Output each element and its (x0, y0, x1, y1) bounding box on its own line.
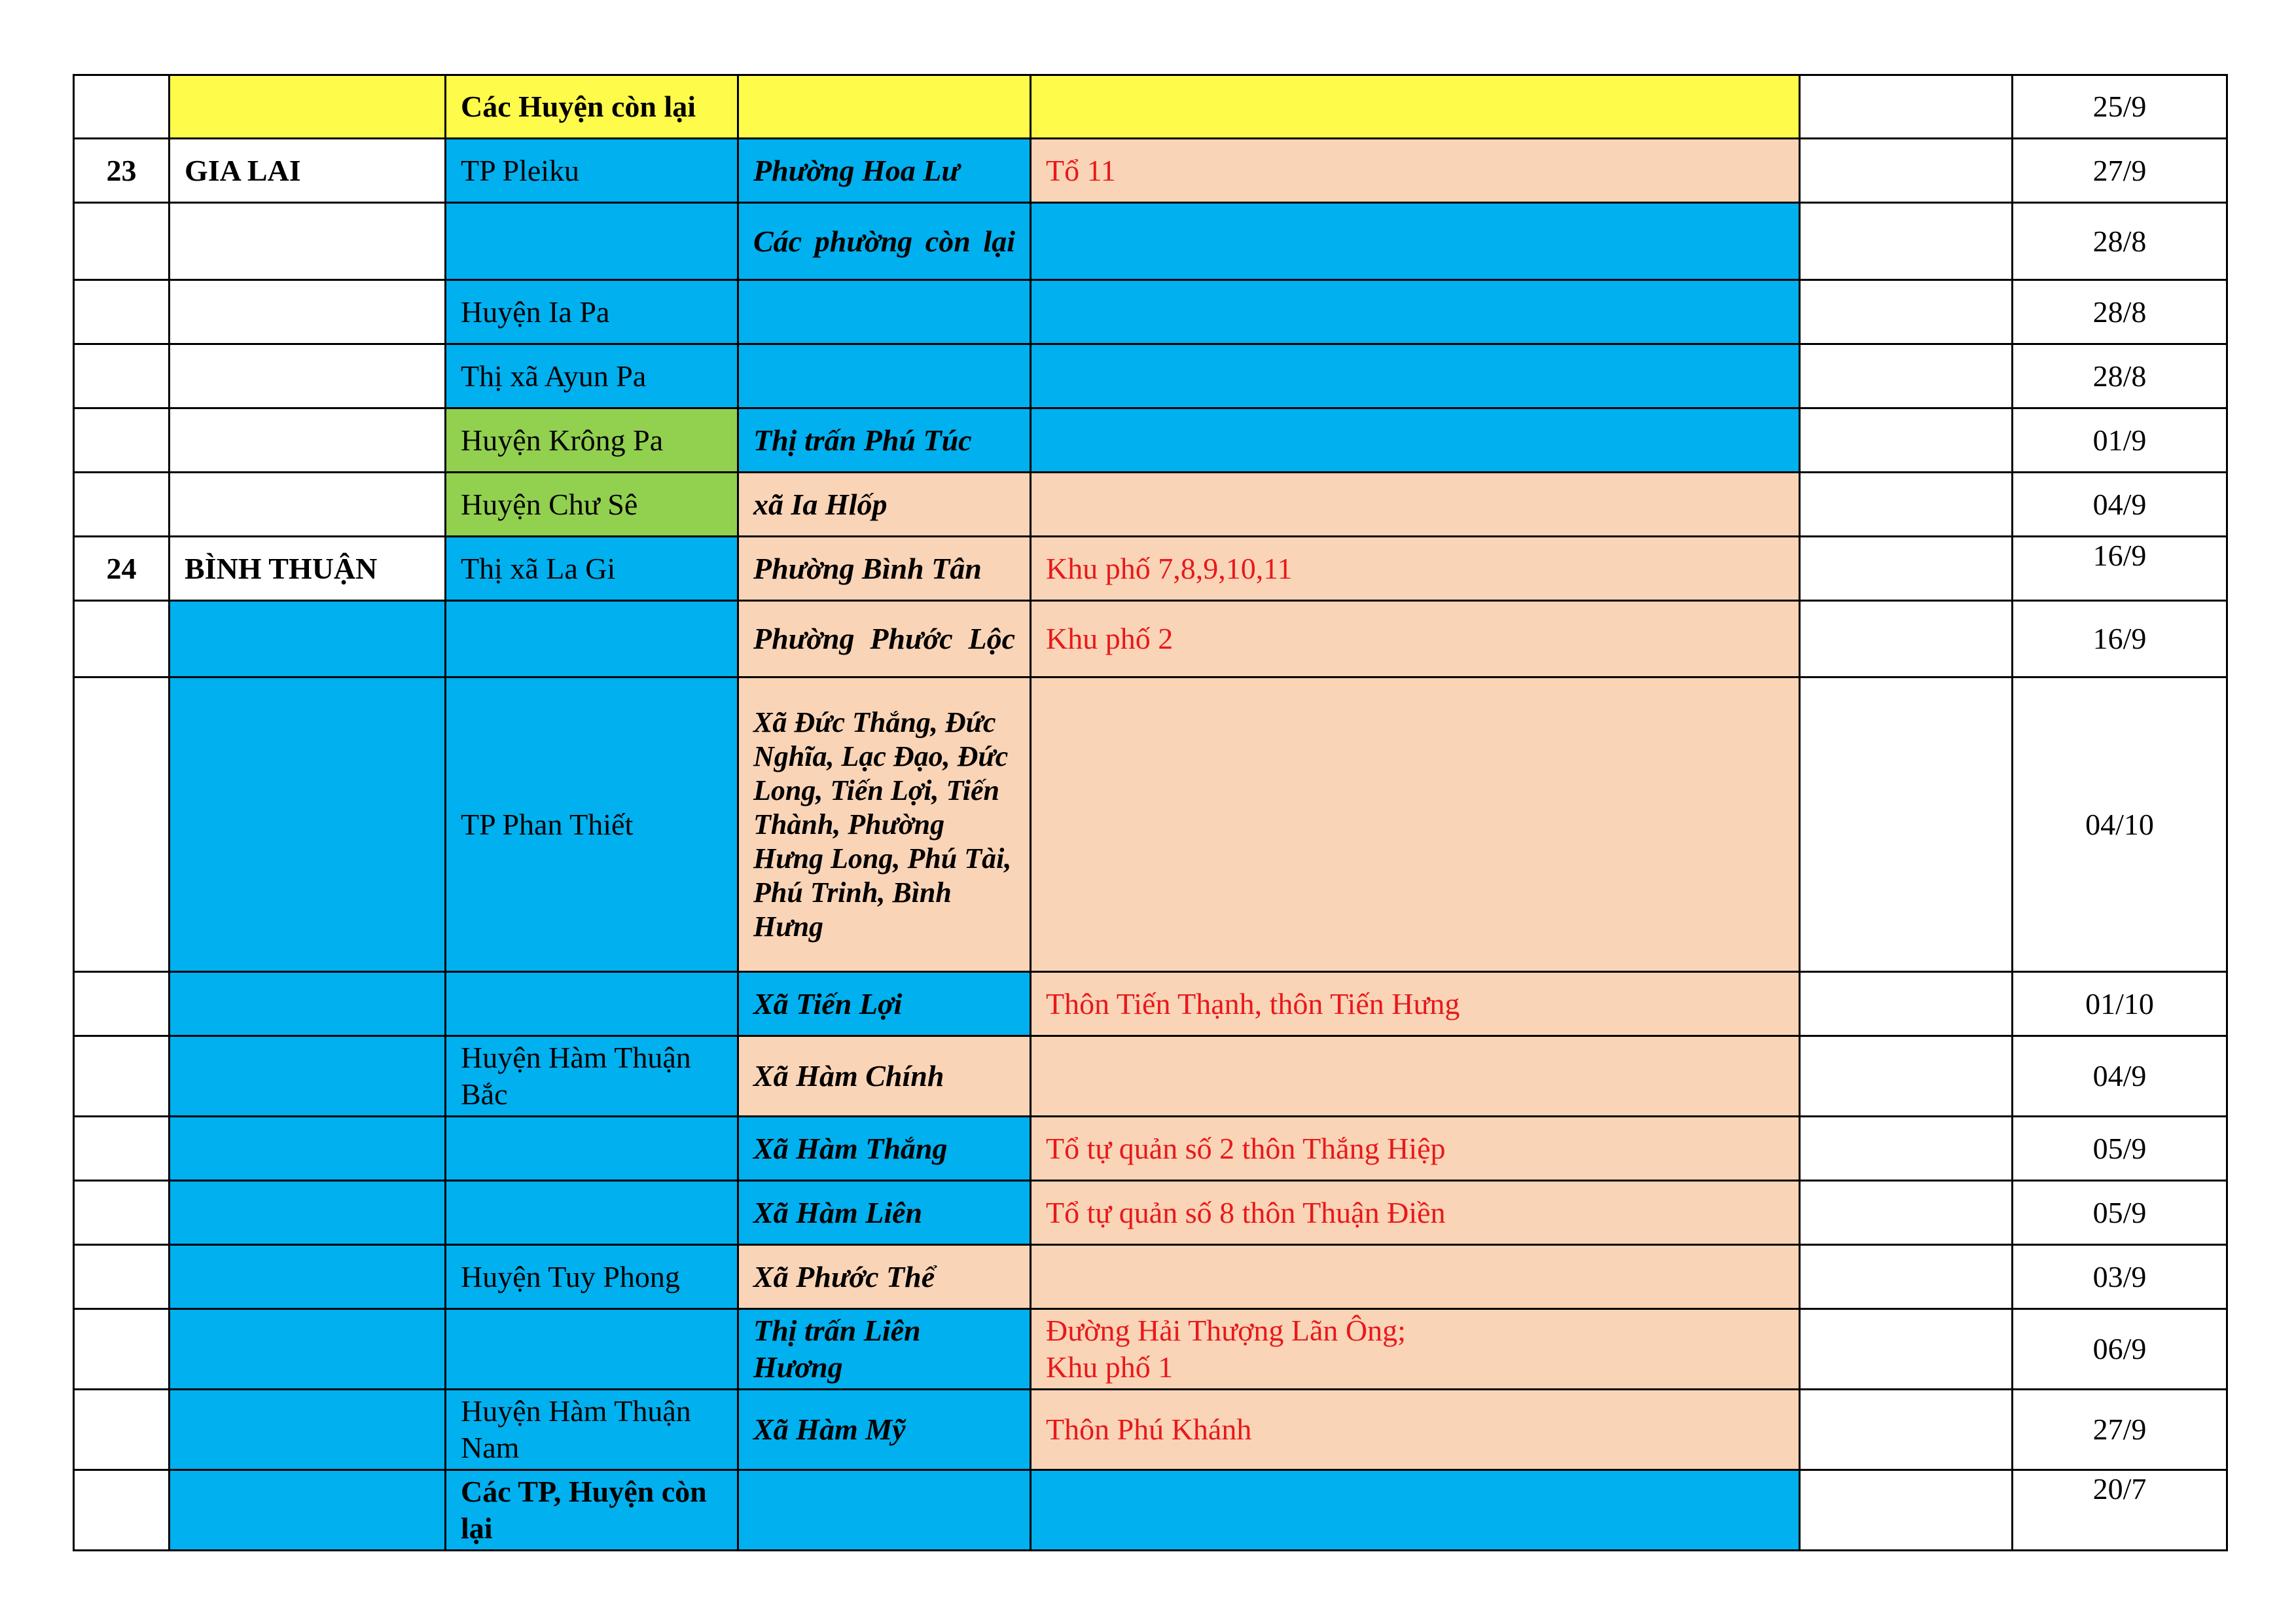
empty-cell (1800, 344, 2013, 408)
date-cell: 05/9 (2013, 1181, 2227, 1245)
table-row (74, 677, 2227, 972)
row-number: 24 (74, 537, 170, 601)
table-row (74, 75, 2227, 139)
date-cell: 28/8 (2013, 280, 2227, 344)
empty-cell (1800, 1181, 2013, 1245)
table-row (74, 537, 2227, 601)
district-cell: Các TP, Huyện còn lại (446, 1470, 738, 1551)
province-cell (170, 203, 446, 280)
row-number (74, 1390, 170, 1470)
district-cell (446, 1117, 738, 1181)
area-cell (1031, 75, 1800, 139)
date-cell: 03/9 (2013, 1245, 2227, 1309)
province-cell (170, 75, 446, 139)
province-cell (170, 1117, 446, 1181)
district-cell: Huyện Chư Sê (446, 473, 738, 537)
area-cell (1031, 1245, 1800, 1309)
ward-cell: Phường Hoa Lư (738, 139, 1031, 203)
table-row (74, 1036, 2227, 1117)
table-row (74, 601, 2227, 677)
area-cell (1031, 677, 1800, 972)
province-cell: GIA LAI (170, 139, 446, 203)
empty-cell (1800, 280, 2013, 344)
area-cell (1031, 408, 1800, 473)
ward-cell: Các phường còn lại (738, 203, 1031, 280)
empty-cell (1800, 1036, 2013, 1117)
empty-cell (1800, 1245, 2013, 1309)
date-cell: 04/10 (2013, 677, 2227, 972)
area-cell (1031, 344, 1800, 408)
row-number (74, 601, 170, 677)
empty-cell (1800, 601, 2013, 677)
ward-cell: Xã Hàm Chính (738, 1036, 1031, 1117)
row-number (74, 972, 170, 1036)
empty-cell (1800, 1309, 2013, 1390)
empty-cell (1800, 139, 2013, 203)
province-cell (170, 972, 446, 1036)
empty-cell (1800, 75, 2013, 139)
empty-cell (1800, 1470, 2013, 1551)
area-cell: Đường Hải Thượng Lãn Ông; Khu phố 1 (1031, 1309, 1800, 1390)
area-cell (1031, 473, 1800, 537)
row-number (74, 203, 170, 280)
row-number (74, 408, 170, 473)
table-row (74, 203, 2227, 280)
area-cell: Khu phố 2 (1031, 601, 1800, 677)
province-cell (170, 1036, 446, 1117)
ward-cell: Xã Hàm Liên (738, 1181, 1031, 1245)
table-row (74, 1117, 2227, 1181)
province-cell (170, 1390, 446, 1470)
area-cell (1031, 203, 1800, 280)
province-cell (170, 601, 446, 677)
district-cell: Các Huyện còn lại (446, 75, 738, 139)
area-cell: Tổ tự quản số 8 thôn Thuận Điền (1031, 1181, 1800, 1245)
table-row (74, 280, 2227, 344)
province-cell (170, 1309, 446, 1390)
district-cell: Thị xã Ayun Pa (446, 344, 738, 408)
province-cell (170, 1470, 446, 1551)
district-cell: Huyện Hàm Thuận Nam (446, 1390, 738, 1470)
ward-cell: Thị trấn Phú Túc (738, 408, 1031, 473)
date-cell: 25/9 (2013, 75, 2227, 139)
table-row (74, 1470, 2227, 1551)
table-row (74, 1181, 2227, 1245)
table-row (74, 408, 2227, 473)
row-number: 23 (74, 139, 170, 203)
district-cell (446, 972, 738, 1036)
ward-cell: Phường Bình Tân (738, 537, 1031, 601)
row-number (74, 1470, 170, 1551)
table-row (74, 1309, 2227, 1390)
district-cell: TP Phan Thiết (446, 677, 738, 972)
district-cell (446, 601, 738, 677)
ward-cell: Xã Phước Thể (738, 1245, 1031, 1309)
date-cell: 04/9 (2013, 1036, 2227, 1117)
row-number (74, 1181, 170, 1245)
ward-cell: Xã Tiến Lợi (738, 972, 1031, 1036)
row-number (74, 75, 170, 139)
province-cell: BÌNH THUẬN (170, 537, 446, 601)
area-cell: Tổ tự quản số 2 thôn Thắng Hiệp (1031, 1117, 1800, 1181)
empty-cell (1800, 473, 2013, 537)
table-row (74, 344, 2227, 408)
table-row (74, 972, 2227, 1036)
date-cell: 04/9 (2013, 473, 2227, 537)
document-table-page (73, 74, 2226, 1551)
district-cell: Thị xã La Gi (446, 537, 738, 601)
date-cell: 01/9 (2013, 408, 2227, 473)
province-cell (170, 1181, 446, 1245)
row-number (74, 280, 170, 344)
date-cell: 16/9 (2013, 601, 2227, 677)
province-cell (170, 344, 446, 408)
table-row (74, 1390, 2227, 1470)
area-cell: Khu phố 7,8,9,10,11 (1031, 537, 1800, 601)
ward-cell (738, 75, 1031, 139)
table-row (74, 1245, 2227, 1309)
ward-cell (738, 1470, 1031, 1551)
district-cell: Huyện Tuy Phong (446, 1245, 738, 1309)
district-cell (446, 1309, 738, 1390)
row-number (74, 1245, 170, 1309)
province-cell (170, 1245, 446, 1309)
date-cell: 06/9 (2013, 1309, 2227, 1390)
district-cell: Huyện Krông Pa (446, 408, 738, 473)
ward-cell: Thị trấn Liên Hương (738, 1309, 1031, 1390)
empty-cell (1800, 1390, 2013, 1470)
row-number (74, 677, 170, 972)
table-row (74, 139, 2227, 203)
ward-cell: xã Ia Hlốp (738, 473, 1031, 537)
empty-cell (1800, 1117, 2013, 1181)
row-number (74, 473, 170, 537)
ward-cell (738, 344, 1031, 408)
date-cell: 28/8 (2013, 344, 2227, 408)
date-cell: 20/7 (2013, 1470, 2227, 1551)
empty-cell (1800, 203, 2013, 280)
date-cell: 16/9 (2013, 537, 2227, 601)
table-row (74, 473, 2227, 537)
date-cell: 27/9 (2013, 1390, 2227, 1470)
row-number (74, 344, 170, 408)
ward-cell (738, 280, 1031, 344)
district-cell (446, 1181, 738, 1245)
date-cell: 01/10 (2013, 972, 2227, 1036)
lockdown-areas-table (73, 74, 2228, 1551)
date-cell: 05/9 (2013, 1117, 2227, 1181)
row-number (74, 1036, 170, 1117)
empty-cell (1800, 537, 2013, 601)
ward-cell: Xã Đức Thắng, Đức Nghĩa, Lạc Đạo, Đức Long, Tiến Lợi, Tiến Thành, Phường Hưng Long, Phú Tài, Phú Trinh, Bình Hưng (738, 677, 1031, 972)
province-cell (170, 280, 446, 344)
area-cell (1031, 280, 1800, 344)
area-cell: Thôn Phú Khánh (1031, 1390, 1800, 1470)
row-number (74, 1309, 170, 1390)
empty-cell (1800, 972, 2013, 1036)
area-cell (1031, 1036, 1800, 1117)
district-cell (446, 203, 738, 280)
district-cell: Huyện Ia Pa (446, 280, 738, 344)
ward-cell: Xã Hàm Mỹ (738, 1390, 1031, 1470)
district-cell: Huyện Hàm Thuận Bắc (446, 1036, 738, 1117)
row-number (74, 1117, 170, 1181)
area-cell (1031, 1470, 1800, 1551)
ward-cell: Xã Hàm Thắng (738, 1117, 1031, 1181)
date-cell: 28/8 (2013, 203, 2227, 280)
empty-cell (1800, 408, 2013, 473)
ward-cell: Phường Phước Lộc (738, 601, 1031, 677)
province-cell (170, 473, 446, 537)
district-cell: TP Pleiku (446, 139, 738, 203)
province-cell (170, 677, 446, 972)
date-cell: 27/9 (2013, 139, 2227, 203)
area-cell: Thôn Tiến Thạnh, thôn Tiến Hưng (1031, 972, 1800, 1036)
area-cell: Tổ 11 (1031, 139, 1800, 203)
province-cell (170, 408, 446, 473)
empty-cell (1800, 677, 2013, 972)
